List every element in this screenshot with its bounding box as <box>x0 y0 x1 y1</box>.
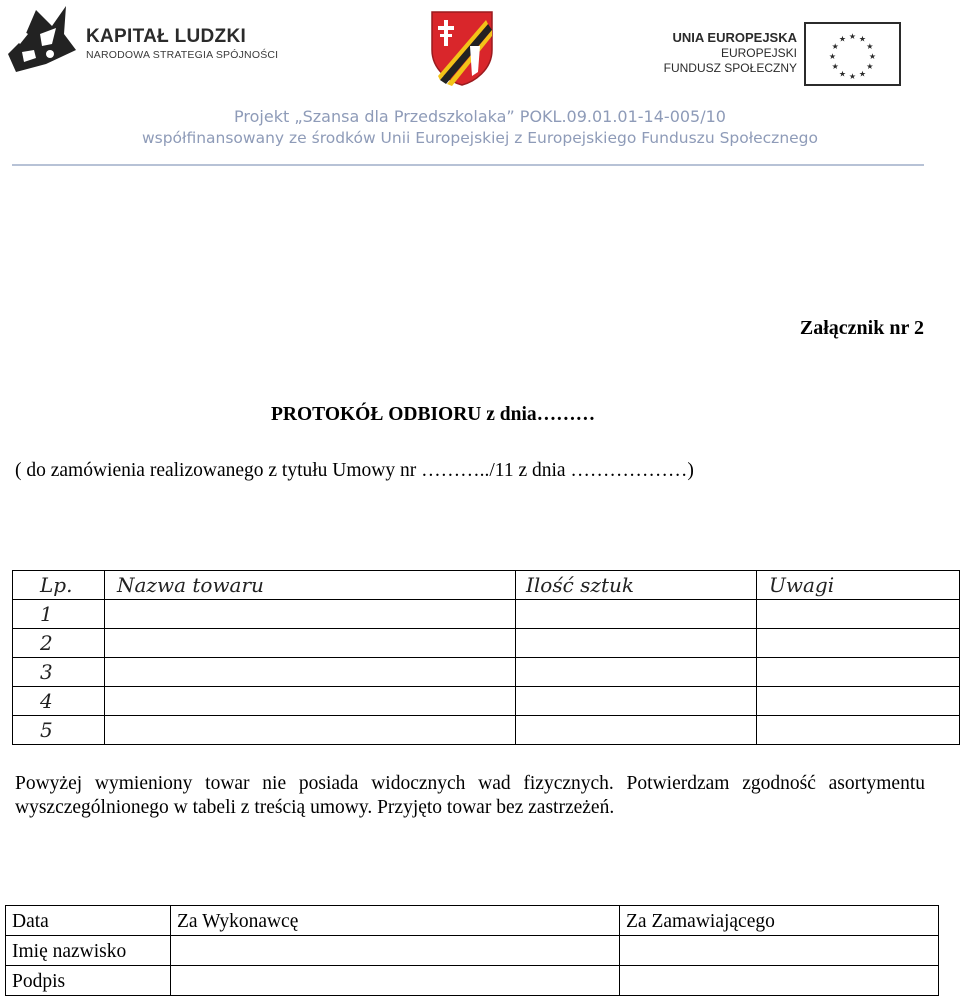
item-qty-cell[interactable] <box>516 629 757 658</box>
item-qty-cell[interactable] <box>516 600 757 629</box>
client-name-cell[interactable] <box>620 936 939 966</box>
row-number: 5 <box>13 716 105 745</box>
date-label: Data <box>6 906 171 936</box>
item-notes-cell[interactable] <box>757 687 960 716</box>
coat-of-arms-icon <box>430 10 494 86</box>
client-signature-cell[interactable] <box>620 966 939 996</box>
svg-text:★: ★ <box>858 69 867 79</box>
item-qty-cell[interactable] <box>516 658 757 687</box>
item-name-cell[interactable] <box>105 658 516 687</box>
row-number: 1 <box>13 600 105 629</box>
eu-line-2: EUROPEJSKI <box>720 46 797 60</box>
svg-text:★: ★ <box>858 34 867 44</box>
item-name-cell[interactable] <box>105 687 516 716</box>
svg-text:★: ★ <box>848 32 857 41</box>
contractor-name-cell[interactable] <box>171 936 620 966</box>
column-header-name: Nazwa towaru <box>105 571 516 600</box>
table-row <box>13 600 960 629</box>
table-row <box>6 906 939 936</box>
item-notes-cell[interactable] <box>757 716 960 745</box>
column-header-lp: Lp. <box>13 571 105 600</box>
item-qty-cell[interactable] <box>516 687 757 716</box>
signature-label: Podpis <box>6 966 171 996</box>
item-name-cell[interactable] <box>105 716 516 745</box>
header-divider <box>12 164 924 166</box>
row-number: 2 <box>13 629 105 658</box>
item-name-cell[interactable] <box>105 600 516 629</box>
table-row <box>6 966 939 996</box>
cofinance-line: współfinansowany ze środków Unii Europejskiej z Europejskiego Funduszu Społecznego <box>141 129 819 147</box>
name-label: Imię nazwisko <box>6 936 171 966</box>
row-number: 3 <box>13 658 105 687</box>
kapital-ludzki-logo <box>6 4 306 76</box>
row-number: 4 <box>13 687 105 716</box>
item-qty-cell[interactable] <box>516 716 757 745</box>
svg-text:★: ★ <box>848 72 857 81</box>
column-header-qty: Ilość sztuk <box>516 571 757 600</box>
table-row <box>6 936 939 966</box>
svg-text:★: ★ <box>868 52 877 61</box>
eu-line-1: UNIA EUROPEJSKA <box>672 30 797 45</box>
kapital-ludzki-name: KAPITAŁ LUDZKI <box>86 26 247 47</box>
svg-text:★: ★ <box>831 62 839 71</box>
column-header-notes: Uwagi <box>757 571 960 600</box>
table-row <box>13 658 960 687</box>
protocol-subtitle: ( do zamówienia realizowanego z tytułu Umowy nr ………../11 z dnia ………………) <box>15 460 694 481</box>
item-notes-cell[interactable] <box>757 658 960 687</box>
protocol-title: PROTOKÓŁ ODBIORU z dnia……… <box>271 404 596 425</box>
client-header: Za Zamawiającego <box>620 906 939 936</box>
eu-text-block <box>662 30 797 76</box>
table-row <box>13 716 960 745</box>
eu-flag-logo <box>804 22 901 86</box>
svg-text:★: ★ <box>831 42 839 51</box>
goods-table <box>12 570 960 745</box>
goods-table-header-row <box>13 571 960 600</box>
confirmation-paragraph: Powyżej wymieniony towar nie posiada widocznych wad fizycznych. Potwierdzam zgodność asortymentu wyszczególnionego w tabeli z treścią umowy. Przyjęto towar bez zastrzeżeń. <box>15 773 925 818</box>
contractor-header: Za Wykonawcę <box>171 906 620 936</box>
coat-of-arms-logo <box>430 10 494 86</box>
item-notes-cell[interactable] <box>757 629 960 658</box>
signature-table <box>5 905 939 996</box>
item-notes-cell[interactable] <box>757 600 960 629</box>
svg-text:★: ★ <box>828 52 837 61</box>
contractor-signature-cell[interactable] <box>171 966 620 996</box>
item-name-cell[interactable] <box>105 629 516 658</box>
table-row <box>13 687 960 716</box>
svg-text:★: ★ <box>838 34 847 44</box>
kapital-ludzki-emblem-icon <box>6 4 78 76</box>
svg-text:★: ★ <box>866 62 874 71</box>
svg-text:★: ★ <box>866 42 874 51</box>
kapital-ludzki-tagline: NARODOWA STRATEGIA SPÓJNOŚCI <box>86 49 279 61</box>
svg-text:★: ★ <box>838 69 847 79</box>
eu-line-3: FUNDUSZ SPOŁECZNY <box>663 61 797 75</box>
project-title: Projekt „Szansa dla Przedszkolaka” POKL.09.01.01-14-005/10 <box>234 107 726 126</box>
annex-label: Załącznik nr 2 <box>799 317 924 339</box>
eu-flag-icon <box>804 22 901 86</box>
table-row <box>13 629 960 658</box>
